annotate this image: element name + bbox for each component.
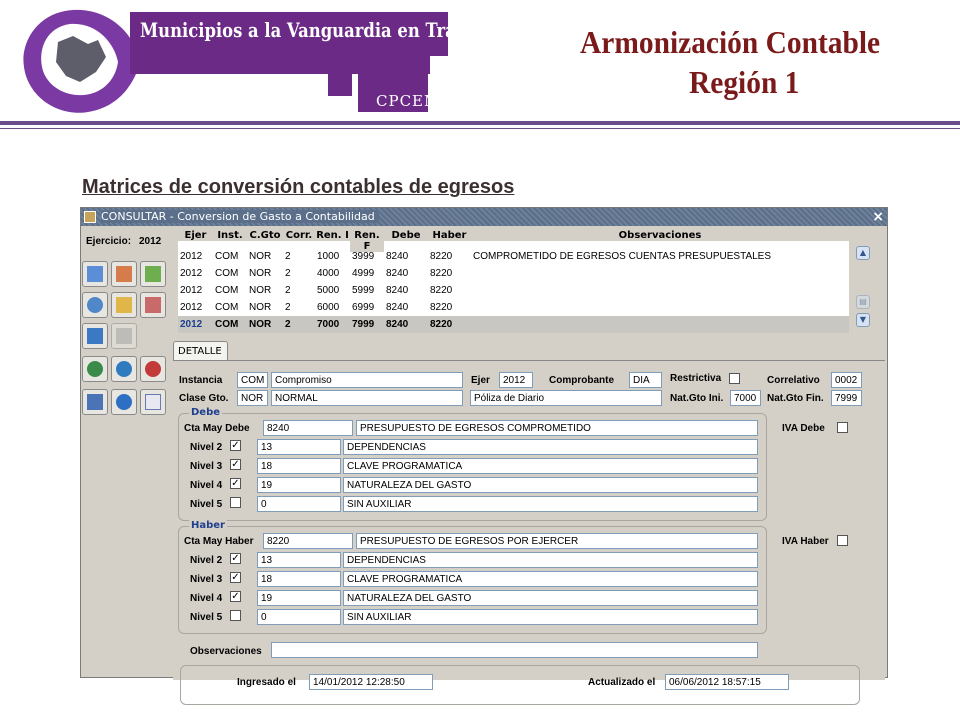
- query-icon[interactable]: [82, 292, 108, 318]
- level-desc-field[interactable]: CLAVE PROGRAMATICA: [343, 458, 758, 474]
- level-desc-field[interactable]: NATURALEZA DEL GASTO: [343, 590, 758, 606]
- grid-cell[interactable]: 8240: [386, 268, 409, 279]
- header-rule-thin: [0, 128, 960, 129]
- grid-cell[interactable]: NOR: [249, 268, 272, 279]
- col-header: Corr.: [283, 230, 315, 241]
- col-header: Ejer: [178, 230, 213, 241]
- grid-cell[interactable]: COM: [213, 316, 247, 333]
- grid-cell[interactable]: 2: [285, 285, 291, 296]
- col-header: C.Gto: [247, 230, 283, 241]
- grid-cell[interactable]: COM: [215, 268, 239, 279]
- comprobante-label: Comprobante: [549, 375, 614, 386]
- grid-cell[interactable]: 2012: [180, 268, 203, 279]
- level-desc-field[interactable]: DEPENDENCIAS: [343, 439, 758, 455]
- level-code-field[interactable]: 13: [257, 439, 341, 455]
- level-checkbox[interactable]: ✓: [231, 572, 240, 583]
- actualizado-label: Actualizado el: [588, 677, 656, 688]
- level-desc-field[interactable]: SIN AUXILIAR: [343, 609, 758, 625]
- cta-debe-label: Cta May Debe: [184, 423, 250, 434]
- level-label: Nivel 4: [190, 593, 223, 604]
- records-grid: [178, 230, 849, 330]
- grid-cell[interactable]: 4000: [317, 268, 340, 279]
- grid-cell[interactable]: 3999: [352, 251, 375, 262]
- grid-cell[interactable]: 2012: [180, 285, 203, 296]
- scroll-thumb[interactable]: ▤: [856, 295, 870, 309]
- grid-cell[interactable]: 5000: [317, 285, 340, 296]
- grid-cell[interactable]: 2: [283, 316, 315, 333]
- level-code-field[interactable]: 0: [257, 496, 341, 512]
- instancia-desc-field[interactable]: Compromiso: [271, 372, 463, 388]
- db-ok-icon[interactable]: [111, 356, 137, 382]
- print-icon[interactable]: [82, 389, 108, 415]
- restrictiva-label: Restrictiva: [670, 373, 722, 384]
- close-icon[interactable]: ×: [872, 209, 884, 225]
- grid-cell[interactable]: 4999: [352, 268, 375, 279]
- col-header: Ren. F: [350, 230, 384, 252]
- scroll-down-icon[interactable]: ▼: [856, 313, 870, 327]
- clear-icon[interactable]: [111, 323, 137, 349]
- page-subtitle: Región 1: [689, 64, 800, 100]
- grid-cell[interactable]: 8240: [386, 251, 409, 262]
- section-title: Matrices de conversión contables de egresos: [82, 176, 515, 198]
- copy-record-icon[interactable]: [140, 261, 166, 287]
- level-desc-field[interactable]: SIN AUXILIAR: [343, 496, 758, 512]
- clase-desc-field[interactable]: NORMAL: [271, 390, 463, 406]
- level-label: Nivel 2: [190, 442, 223, 453]
- detail-panel: [173, 360, 885, 688]
- restrictiva-checkbox[interactable]: [729, 373, 740, 384]
- instancia-code-field[interactable]: COM: [237, 372, 268, 388]
- correlativo-field[interactable]: 0002: [831, 372, 862, 388]
- brand-sub: CPCEM: [376, 92, 441, 110]
- col-header: Observaciones: [471, 230, 849, 241]
- grid-cell[interactable]: 8220: [430, 302, 453, 313]
- grid-cell[interactable]: 1000: [317, 251, 340, 262]
- level-label: Nivel 5: [190, 499, 223, 510]
- ejer-field[interactable]: 2012: [499, 372, 533, 388]
- level-label: Nivel 2: [190, 555, 223, 566]
- delete-icon[interactable]: [140, 292, 166, 318]
- grid-cell[interactable]: 8240: [386, 302, 409, 313]
- grid-cell[interactable]: 8240: [386, 285, 409, 296]
- level-code-field[interactable]: 0: [257, 609, 341, 625]
- natini-label: Nat.Gto Ini.: [670, 393, 724, 404]
- grid-cell[interactable]: COM: [215, 302, 239, 313]
- cta-debe-code-field[interactable]: 8240: [263, 420, 353, 436]
- level-code-field[interactable]: 18: [257, 571, 341, 587]
- window-title: CONSULTAR - Conversion de Gasto a Contabilidad: [101, 210, 379, 223]
- grid-cell[interactable]: 6999: [352, 302, 375, 313]
- level-desc-field[interactable]: DEPENDENCIAS: [343, 552, 758, 568]
- debe-group-title: Debe: [191, 407, 221, 418]
- info-icon[interactable]: [111, 389, 137, 415]
- grid-cell[interactable]: 2: [285, 302, 291, 313]
- scroll-up-icon[interactable]: ▲: [856, 246, 870, 260]
- level-code-field[interactable]: 19: [257, 590, 341, 606]
- iva-debe-checkbox[interactable]: [837, 422, 848, 433]
- level-desc-field[interactable]: NATURALEZA DEL GASTO: [343, 477, 758, 493]
- clase-code-field[interactable]: NOR: [237, 390, 268, 406]
- ejercicio-value: 2012: [139, 236, 162, 247]
- grid-cell[interactable]: 8240: [384, 316, 428, 333]
- grid-cell[interactable]: [471, 282, 849, 299]
- grid-cell[interactable]: 2: [285, 268, 291, 279]
- grid-cell[interactable]: COMPROMETIDO DE EGRESOS CUENTAS PRESUPUESTALES: [473, 251, 772, 262]
- comprobante-field[interactable]: DIA: [629, 372, 662, 388]
- level-label: Nivel 3: [190, 461, 223, 472]
- iva-debe-label: IVA Debe: [782, 423, 825, 434]
- grid-cell[interactable]: 2012: [180, 251, 203, 262]
- new-record-icon[interactable]: [82, 261, 108, 287]
- grid-cell[interactable]: NOR: [249, 251, 272, 262]
- cta-haber-label: Cta May Haber: [184, 536, 254, 547]
- level-label: Nivel 3: [190, 574, 223, 585]
- col-header: Debe: [384, 230, 428, 241]
- grid-cell[interactable]: [471, 299, 849, 316]
- level-checkbox[interactable]: ✓: [231, 440, 240, 451]
- grid-cell[interactable]: NOR: [249, 285, 272, 296]
- cta-haber-code-field[interactable]: 8220: [263, 533, 353, 549]
- db-help-icon[interactable]: [82, 356, 108, 382]
- brand-name: Municipios a la Vanguardia en Transparencia: [140, 18, 557, 42]
- grid-cell[interactable]: 7999: [350, 316, 384, 333]
- level-checkbox[interactable]: ✓: [231, 553, 240, 564]
- grid-cell[interactable]: 2012: [180, 302, 203, 313]
- level-checkbox[interactable]: ✓: [231, 478, 240, 489]
- iva-haber-checkbox[interactable]: [837, 535, 848, 546]
- grid-cell[interactable]: 2: [285, 251, 291, 262]
- iva-haber-label: IVA Haber: [782, 536, 829, 547]
- ingresado-field[interactable]: 14/01/2012 12:28:50: [309, 674, 433, 690]
- level-code-field[interactable]: 13: [257, 552, 341, 568]
- level-checkbox[interactable]: ✓: [231, 459, 240, 470]
- observaciones-label: Observaciones: [190, 646, 262, 657]
- grid-cell[interactable]: [471, 316, 849, 333]
- grid-scrollbar[interactable]: [856, 243, 872, 327]
- cta-debe-desc-field[interactable]: PRESUPUESTO DE EGRESOS COMPROMETIDO: [356, 420, 758, 436]
- form-window: [80, 207, 888, 688]
- grid-cell[interactable]: 5999: [352, 285, 375, 296]
- level-code-field[interactable]: 19: [257, 477, 341, 493]
- poliza-field[interactable]: Póliza de Diario: [470, 390, 662, 406]
- grid-cell[interactable]: 8220: [430, 251, 453, 262]
- grid-cell[interactable]: 8220: [430, 268, 453, 279]
- window-icon[interactable]: [140, 389, 166, 415]
- level-checkbox[interactable]: [230, 497, 241, 508]
- header-rule: [0, 121, 960, 125]
- grid-cell[interactable]: COM: [215, 285, 239, 296]
- level-desc-field[interactable]: CLAVE PROGRAMATICA: [343, 571, 758, 587]
- instancia-label: Instancia: [179, 375, 223, 386]
- grid-cell[interactable]: 8220: [430, 285, 453, 296]
- col-header: Inst.: [213, 230, 247, 241]
- level-code-field[interactable]: 18: [257, 458, 341, 474]
- window-titlebar[interactable]: [81, 208, 887, 226]
- clase-label: Clase Gto.: [179, 393, 229, 404]
- page-title: Armonización Contable: [580, 24, 881, 60]
- tab-detalle[interactable]: DETALLE: [173, 341, 228, 361]
- natfin-field[interactable]: 7999: [831, 390, 862, 406]
- correlativo-label: Correlativo: [767, 375, 820, 386]
- edit-record-icon[interactable]: [111, 261, 137, 287]
- grid-cell[interactable]: 6000: [317, 302, 340, 313]
- grid-cell[interactable]: 7000: [315, 316, 350, 333]
- grid-cell[interactable]: NOR: [249, 302, 272, 313]
- observaciones-field[interactable]: [271, 642, 758, 658]
- save-icon[interactable]: [82, 323, 108, 349]
- grid-cell[interactable]: 2012: [178, 316, 213, 333]
- app-icon: [84, 211, 96, 223]
- grid-cell[interactable]: 8220: [428, 316, 471, 333]
- db-cancel-icon[interactable]: [140, 356, 166, 382]
- col-header: Haber: [428, 230, 471, 241]
- haber-group-title: Haber: [191, 520, 225, 531]
- level-checkbox[interactable]: [230, 610, 241, 621]
- grid-cell[interactable]: COM: [215, 251, 239, 262]
- grid-cell[interactable]: [471, 265, 849, 282]
- level-label: Nivel 4: [190, 480, 223, 491]
- cta-haber-desc-field[interactable]: PRESUPUESTO DE EGRESOS POR EJERCER: [356, 533, 758, 549]
- ingresado-label: Ingresado el: [237, 677, 296, 688]
- actualizado-field[interactable]: 06/06/2012 18:57:15: [665, 674, 789, 690]
- level-checkbox[interactable]: ✓: [231, 591, 240, 602]
- ejer-label: Ejer: [471, 375, 490, 386]
- report-icon[interactable]: [111, 292, 137, 318]
- ejercicio-label: Ejercicio:: [86, 236, 132, 247]
- level-label: Nivel 5: [190, 612, 223, 623]
- natfin-label: Nat.Gto Fin.: [767, 393, 824, 404]
- col-header: Ren. I: [316, 230, 349, 241]
- grid-cell[interactable]: NOR: [247, 316, 283, 333]
- natini-field[interactable]: 7000: [730, 390, 761, 406]
